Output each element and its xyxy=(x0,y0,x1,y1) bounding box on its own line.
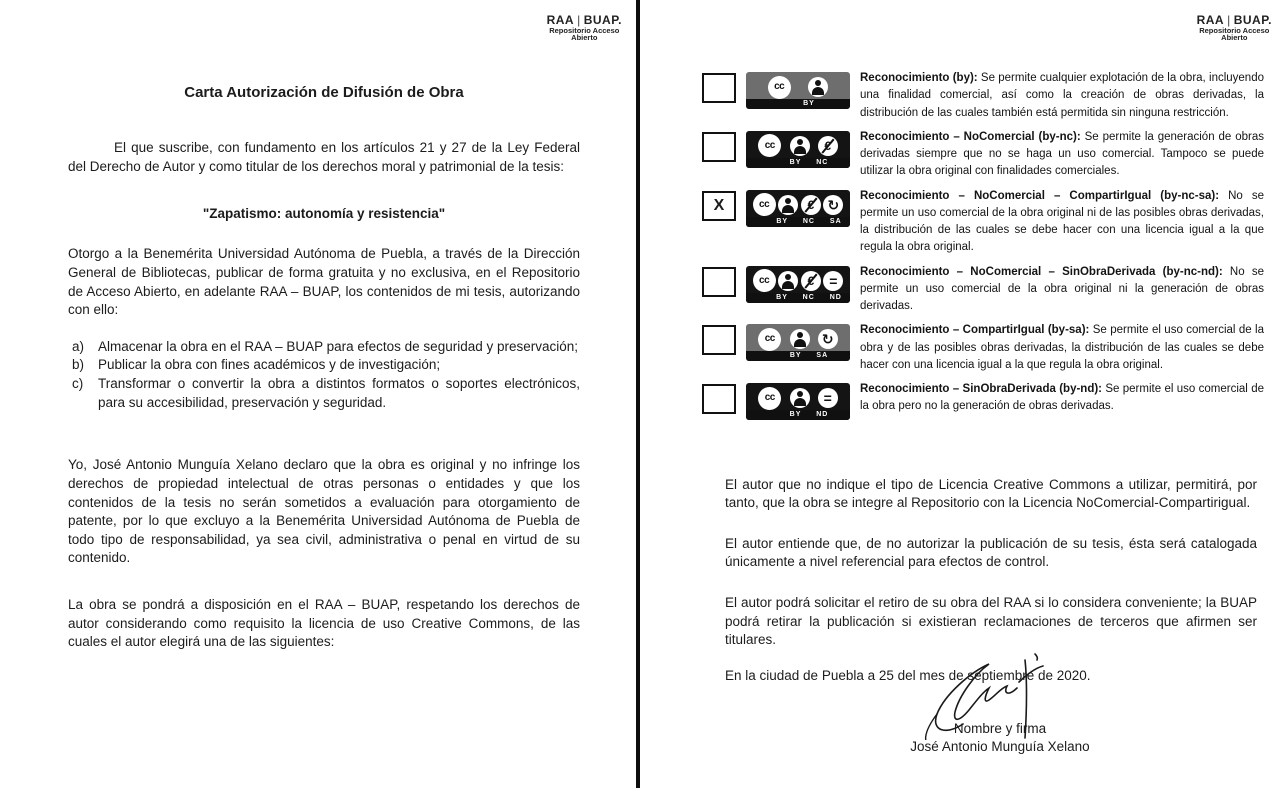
license-row-by-sa xyxy=(702,322,1264,374)
cc-icon xyxy=(768,76,791,99)
paragraph-retiro: El autor podrá solicitar el retiro de su obra del RAA si lo considera conveniente; la BUAP podrá retirar la publicación si existieran reclamaciones de terceros que afirmen ser titulares. xyxy=(725,595,1257,648)
page-left xyxy=(0,0,636,788)
by-icon xyxy=(778,195,798,215)
list-item xyxy=(68,375,580,412)
cc-badge-by-nc xyxy=(746,131,850,168)
cc-badge-by-nc-nd xyxy=(746,266,850,303)
license-body: Se permite el uso comercial de la obra y de las posibles obras derivadas, la distribución de las cuales se debe hacer con una licencia igual a la que regula la obra original. xyxy=(860,324,1264,371)
cc-badge-by-nd xyxy=(746,383,850,420)
logo-raa: RAA xyxy=(546,13,575,27)
by-icon xyxy=(808,77,828,97)
license-row-by-nc xyxy=(702,129,1264,181)
logo-separator: | xyxy=(577,13,581,27)
list-text: Publicar la obra con fines académicos y de investigación; xyxy=(98,357,441,373)
by-icon xyxy=(790,388,810,408)
by-icon xyxy=(790,329,810,349)
signature-caption: Nombre y firma xyxy=(953,721,1047,736)
paragraph-declaration: Yo, José Antonio Munguía Xelano declaro que la obra es original y no infringe los derechos de propiedad intelectual de otras personas o entidades y que los contenidos de la tesis no serán sometidos a evaluación para otorgamiento de patente, por lo que excluyo a la Benemérita Universidad Autónoma de Puebla de todo tipo de responsabilidad, ya sea civil, administrativa o penal en virtud de su contenido. xyxy=(68,457,580,566)
license-description xyxy=(860,322,1264,374)
checkbox-by-nd[interactable] xyxy=(702,384,736,414)
cc-icon xyxy=(753,193,776,216)
checkbox-by-nc[interactable] xyxy=(702,132,736,162)
license-description xyxy=(860,70,1264,122)
paragraph-entiende: El autor entiende que, de no autorizar la publicación de su tesis, ésta será catalogada únicamente a nivel referencial para efectos de control. xyxy=(725,535,1257,570)
cc-icon xyxy=(758,328,781,351)
license-title: Reconocimiento – CompartirIgual (by-sa): xyxy=(860,324,1090,337)
list-item xyxy=(68,338,580,357)
cc-badge-by-sa xyxy=(746,324,850,361)
license-title: Reconocimiento – NoComercial (by-nc): xyxy=(860,130,1081,143)
nd-icon xyxy=(818,388,838,408)
license-body: Se permite la generación de obras derivadas siempre que no se haga un uso comercial. Tampoco se puede utilizar la obra original con finalidades comerciales. xyxy=(860,130,1264,178)
license-title: Reconocimiento – NoComercial – SinObraDerivada (by-nc-nd): xyxy=(860,265,1223,278)
cc-badge-by xyxy=(746,72,850,109)
cc-icon xyxy=(758,387,781,410)
nd-icon xyxy=(823,271,843,291)
checkbox-by-nc-sa[interactable]: X xyxy=(702,191,736,221)
document-title: Carta Autorización de Difusión de Obra xyxy=(184,84,464,101)
list-marker: c) xyxy=(72,376,84,391)
date-line: En la ciudad de Puebla a 25 del mes de septiembre de 2020. xyxy=(725,667,1091,683)
badge-labels: BY NC xyxy=(746,158,850,168)
sa-icon xyxy=(818,329,838,349)
license-row-by-nc-nd xyxy=(702,264,1264,316)
license-description xyxy=(860,129,1264,181)
paragraph-no-indique: El autor que no indique el tipo de Licencia Creative Commons a utilizar, permitirá, por tanto, que la obra se integre al Repositorio con la Licencia NoComercial-Compartirigual. xyxy=(725,476,1257,511)
license-row-by xyxy=(702,70,1264,122)
badge-labels: BY NC ND xyxy=(746,293,850,303)
logo-buap: BUAP. xyxy=(1233,13,1272,27)
list-text: Almacenar la obra en el RAA – BUAP para efectos de seguridad y preservación; xyxy=(98,338,579,354)
logo-raa: RAA xyxy=(1196,13,1225,27)
license-options xyxy=(702,70,1264,427)
nc-icon xyxy=(801,195,821,215)
logo-subtitle-line2: Abierto xyxy=(571,33,598,43)
logo-subtitle-line2: Abierto xyxy=(1221,33,1248,43)
raa-buap-logo xyxy=(1197,14,1272,42)
paragraph-suscribe: El que suscribe, con fundamento en los artículos 21 y 27 de la Ley Federal del Derecho de Autor y como titular de los derechos moral y patrimonial de la tesis: xyxy=(68,140,580,174)
badge-labels: BY NC SA xyxy=(746,217,850,227)
paragraph-licencia: La obra se pondrá a disposición en el RAA – BUAP, respetando los derechos de autor considerando como requisito la licencia de uso Creative Commons, de las cuales el autor elegirá una de las siguientes: xyxy=(68,597,580,650)
logo-subtitle-line1: Repositorio Acceso xyxy=(1199,25,1270,35)
cc-icon xyxy=(753,269,776,292)
list-item xyxy=(68,356,580,375)
authorization-list xyxy=(68,338,580,413)
thesis-title: "Zapatismo: autonomía y resistencia" xyxy=(202,206,446,222)
page-right xyxy=(640,0,1280,788)
license-body: No se permite un uso comercial de la obra original ni de las posibles obras derivadas, la distribución de las cuales se debe hacer con una licencia igual a la que regula la obra original. xyxy=(860,189,1264,254)
logo-buap: BUAP. xyxy=(583,13,622,27)
license-description xyxy=(860,381,1264,416)
license-title: Reconocimiento – SinObraDerivada (by-nd): xyxy=(860,383,1102,395)
license-row-by-nc-sa xyxy=(702,188,1264,257)
list-marker: b) xyxy=(72,357,85,373)
signature-block xyxy=(810,652,1190,756)
signature-name: José Antonio Munguía Xelano xyxy=(910,739,1090,755)
nc-icon xyxy=(801,271,821,291)
nc-icon xyxy=(818,136,838,156)
license-body: No se permite un uso comercial de la obra original ni la generación de obras derivadas. xyxy=(860,265,1264,312)
sa-icon xyxy=(823,195,843,215)
badge-labels: BY ND xyxy=(746,410,850,420)
cc-badge-by-nc-sa xyxy=(746,190,850,227)
paragraph-otorgo: Otorgo a la Benemérita Universidad Autónoma de Puebla, a través de la Dirección General de Bibliotecas, publicar de forma gratuita y no exclusiva, en el Repositorio de Acceso Abierto, en adelante RAA – BUAP, los contenidos de mi tesis, autorizando con ello: xyxy=(68,246,580,318)
logo-subtitle-line1: Repositorio Acceso xyxy=(549,25,620,35)
list-text: Transformar o convertir la obra a distintos formatos o soportes electrónicos, para su accesibilidad, preservación y seguridad. xyxy=(98,376,580,410)
badge-labels: BY xyxy=(746,99,850,109)
badge-labels: BY SA xyxy=(746,351,850,361)
logo-separator: | xyxy=(1227,13,1231,27)
license-title: Reconocimiento – NoComercial – CompartirIgual (by-nc-sa): xyxy=(860,189,1220,202)
by-icon xyxy=(790,136,810,156)
license-body: Se permite el uso comercial de la obra pero no la generación de obras derivadas. xyxy=(860,383,1264,413)
list-marker: a) xyxy=(72,338,85,354)
by-icon xyxy=(778,271,798,291)
cc-icon xyxy=(758,134,781,157)
license-description xyxy=(860,264,1264,316)
checkbox-by-sa[interactable] xyxy=(702,325,736,355)
checkbox-by[interactable] xyxy=(702,73,736,103)
checkbox-by-nc-nd[interactable] xyxy=(702,267,736,297)
license-row-by-nd xyxy=(702,381,1264,420)
license-description xyxy=(860,188,1264,257)
license-title: Reconocimiento (by): xyxy=(860,72,978,84)
license-body: Se permite cualquier explotación de la obra, incluyendo una finalidad comercial, así como la creación de obras derivadas, la distribución de las cuales también está permitida sin ninguna restricción. xyxy=(860,72,1264,119)
